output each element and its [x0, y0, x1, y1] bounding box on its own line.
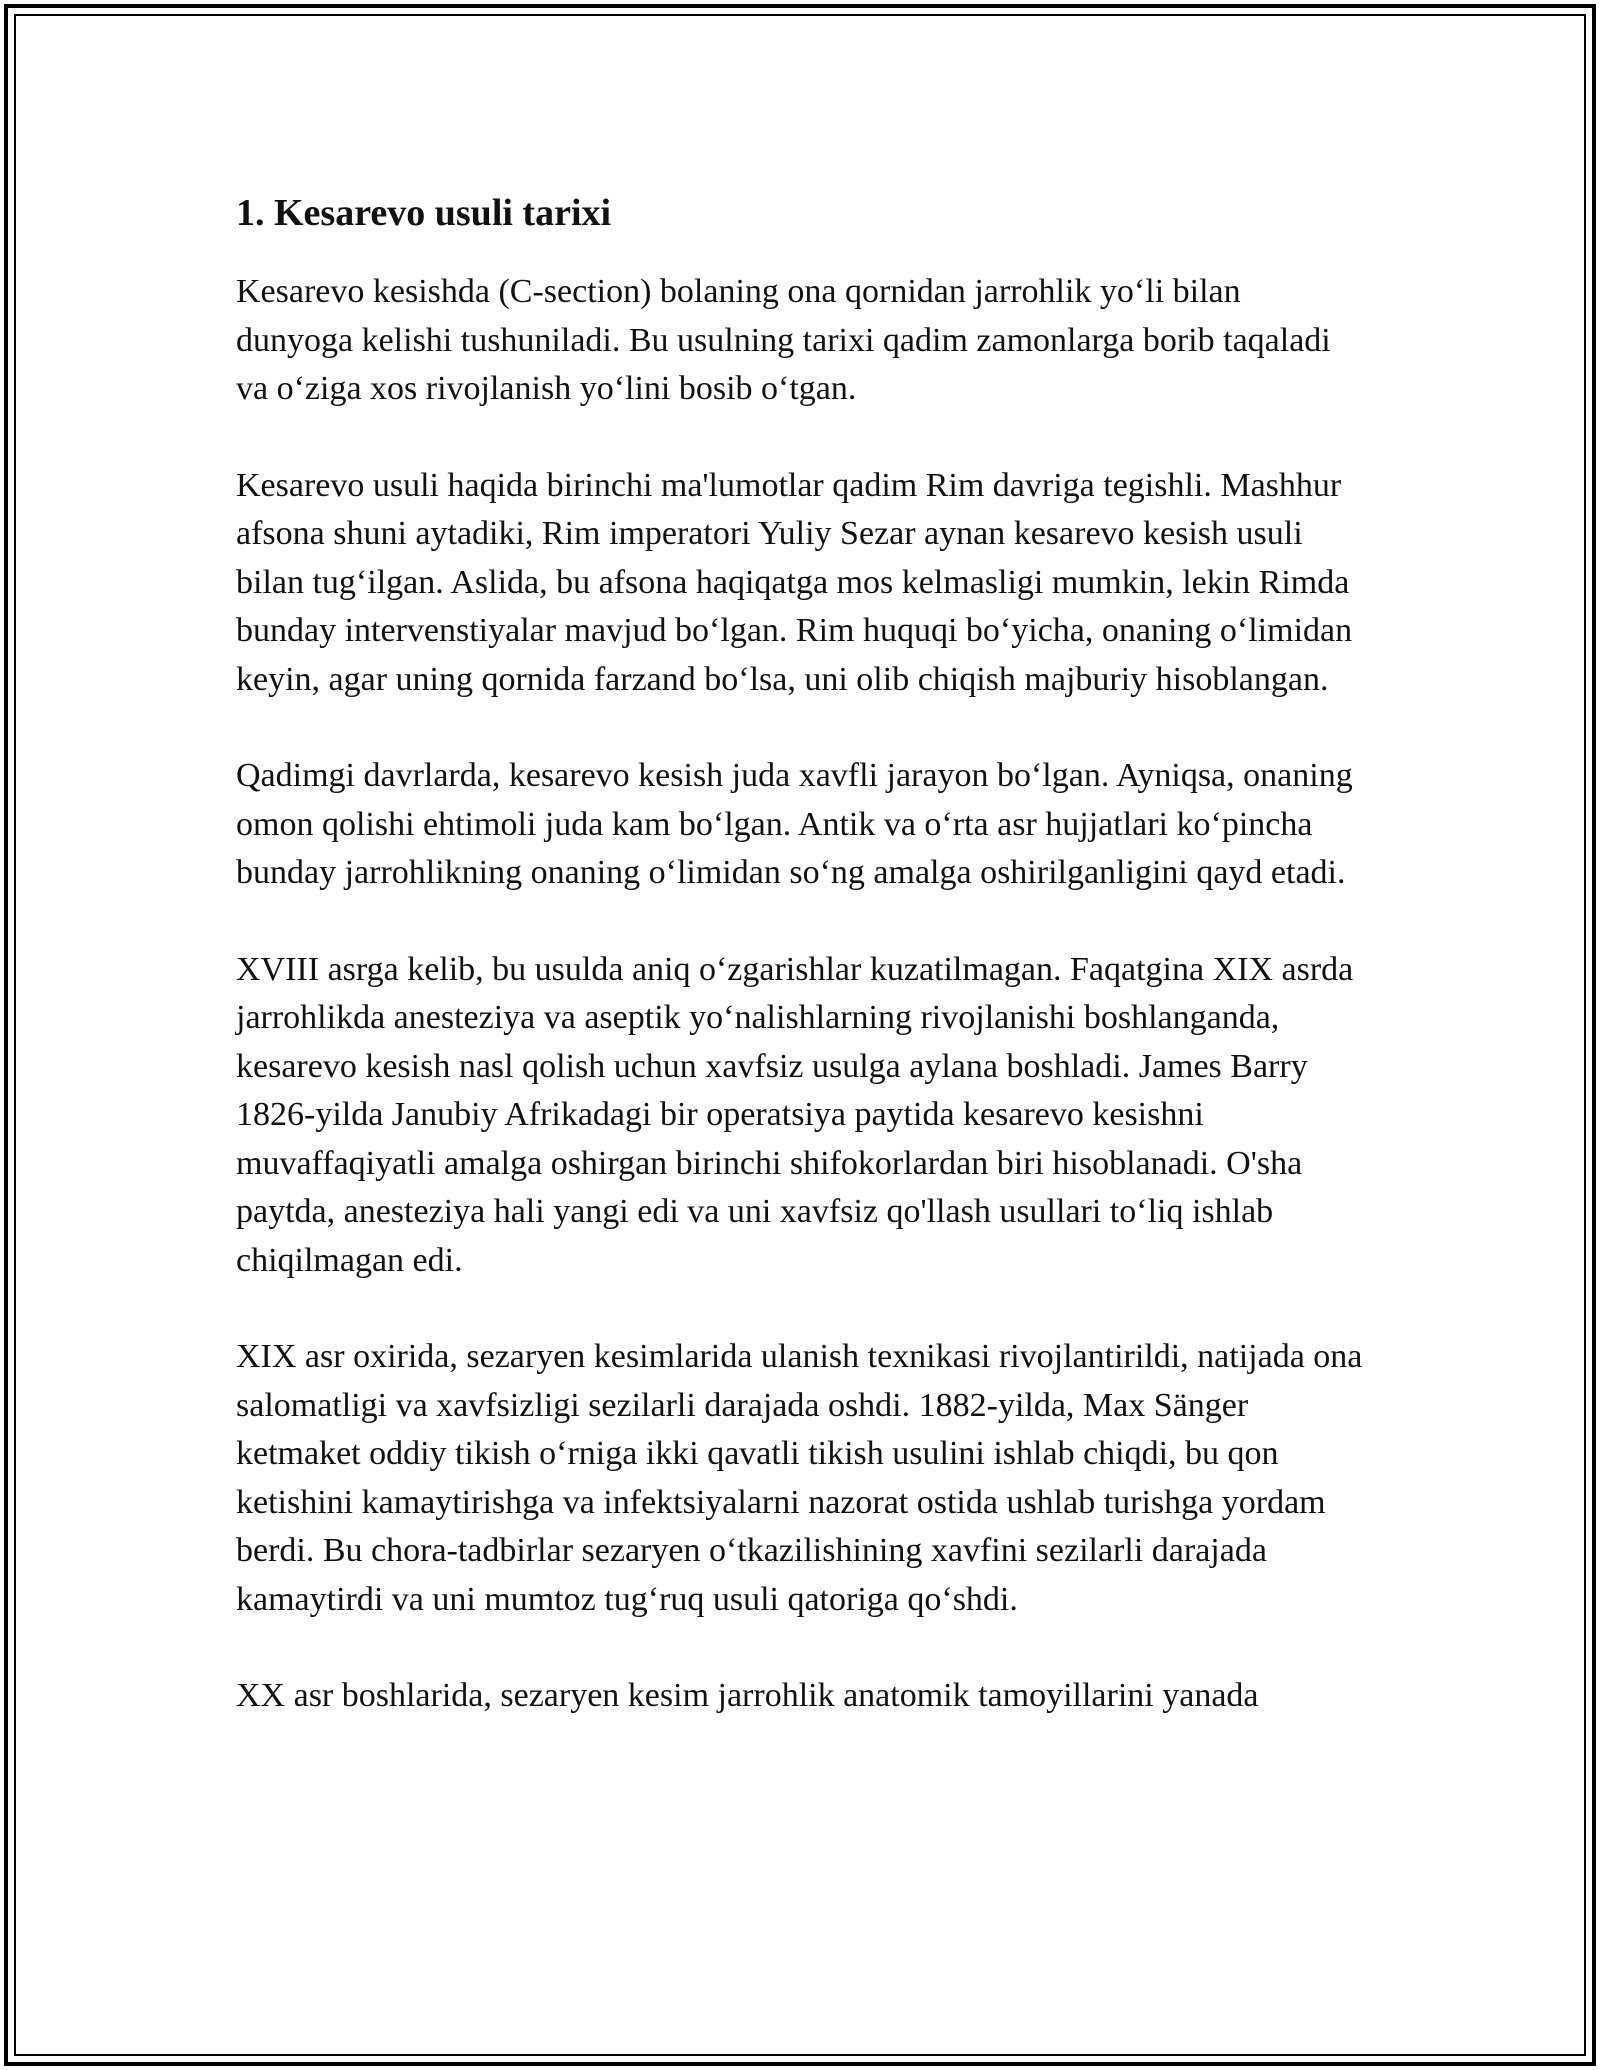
paragraph-intro: Kesarevo kesishda (C-section) bolaning ona qornidan jarrohlik yo‘li bilan dunyoga kelishi tushuniladi. Bu usulning tarixi qadim zamonlarga borib taqaladi va o‘ziga xos rivojlanish yo‘lini bosib o‘tgan. — [236, 273, 1331, 407]
paragraph-ancient: Qadimgi davrlarda, kesarevo kesish juda xavfli jarayon bo‘lgan. Ayniqsa, onaning omon qolishi ehtimoli juda kam bo‘lgan. Antik va o‘rta asr hujjatlari ko‘pincha bunday jarrohlikning onaning o‘limidan so‘ng amalga oshirilganligini qayd etadi. — [236, 757, 1353, 891]
document-body — [236, 186, 1366, 1769]
paragraph-18th-19th-century: XVIII asrga kelib, bu usulda aniq o‘zgarishlar kuzatilmagan. Faqatgina XIX asrda jarrohlikda anesteziya va aseptik yo‘nalishlarning rivojlanishi boshlanganda, kesarevo kesish nasl qolish uchun xavfsiz usulga aylana boshladi. James Barry 1826-yilda Janubiy Afrikadagi bir operatsiya paytida kesarevo kesishni muvaffaqiyatli amalga oshirgan birinchi shifokorlardan biri hisoblanadi. O'sha paytda, anesteziya hali yangi edi va uni xavfsiz qo'llash usullari to‘liq ishlab chiqilmagan edi. — [236, 950, 1354, 1279]
section-heading: 1. Kesarevo usuli tarixi — [236, 192, 612, 234]
paragraph-late-19th-century: XIX asr oxirida, sezaryen kesimlarida ulanish texnikasi rivojlantirildi, natijada ona salomatligi va xavfsizligi sezilarli darajada oshdi. 1882-yilda, Max Sänger ketmaket oddiy tikish o‘rniga ikki qavatli tikish usulini ishlab chiqdi, bu qon ketishini kamaytirishga va infektsiyalarni nazorat ostida ushlab turishga yordam berdi. Bu chora-tadbirlar sezaryen o‘tkazilishining xavfini sezilarli darajada kamaytirdi va uni mumtoz tug‘ruq usuli qatoriga qo‘shdi. — [236, 1338, 1363, 1618]
paragraph-rome: Kesarevo usuli haqida birinchi ma'lumotlar qadim Rim davriga tegishli. Mashhur afsona shuni aytadiki, Rim imperatori Yuliy Sezar aynan kesarevo kesish usuli bilan tug‘ilgan. Aslida, bu afsona haqiqatga mos kelmasligi mumkin, lekin Rimda bunday intervenstiyalar mavjud bo‘lgan. Rim huquqi bo‘yicha, onaning o‘limidan keyin, agar uning qornida farzand bo‘lsa, uni olib chiqish majburiy hisoblangan. — [236, 466, 1353, 698]
paragraph-20th-century: XX asr boshlarida, sezaryen kesim jarrohlik anatomik tamoyillarini yanada — [236, 1677, 1259, 1714]
